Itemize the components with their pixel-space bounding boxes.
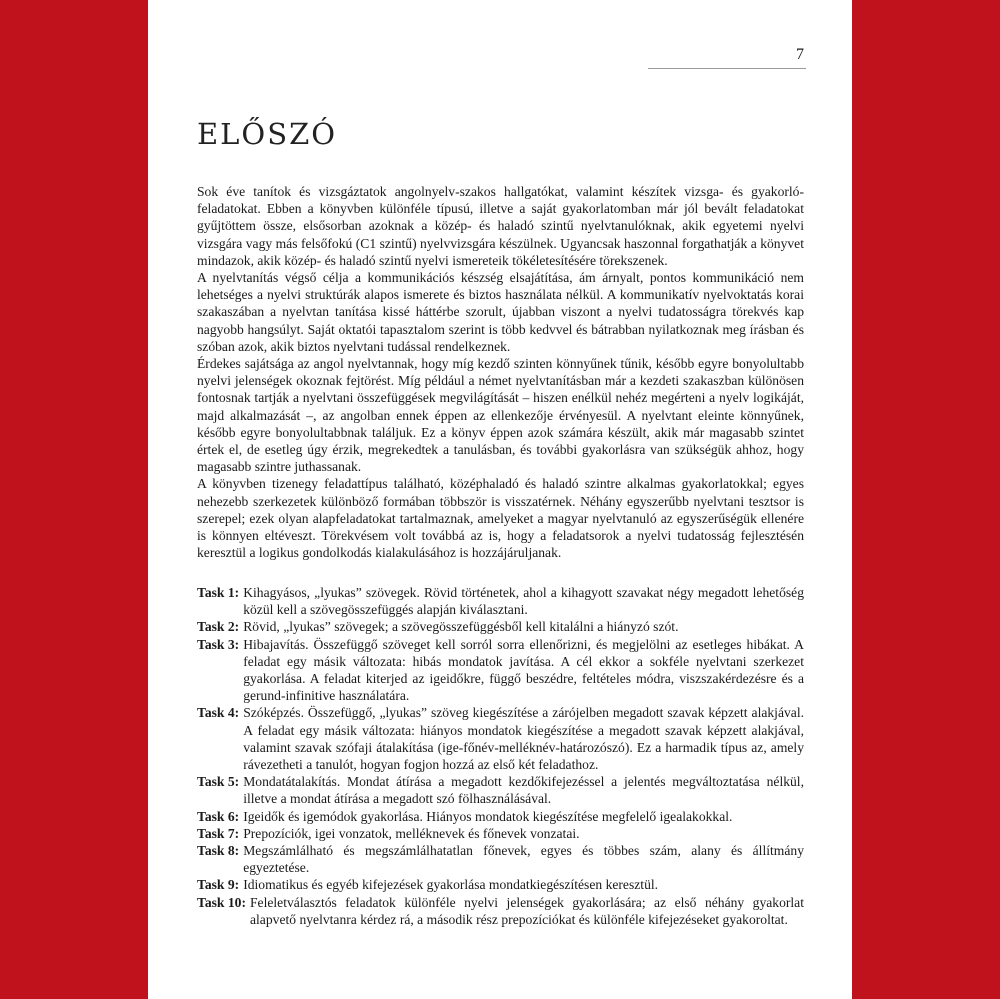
task-item bbox=[197, 825, 804, 842]
preface-body bbox=[197, 183, 804, 561]
task-description: Szóképzés. Összefüggő, „lyukas” szöveg kiegészítése a zárójelben megadott szavak képzett alakjával. A feladat egy másik változata: hiányos mondatok kiegészítése a megadott szavak képzett alakjával, valamint szavak szófaji átalakítása (ige-főnév-melléknév-határozószó). Ez a harmadik típus az, amely rávezetheti a tanulót, hogyan fogjon hozzá az első két feladathoz. bbox=[243, 705, 804, 773]
task-item bbox=[197, 704, 804, 773]
task-item bbox=[197, 876, 804, 893]
task-description: Feleletválasztós feladatok különféle nyelvi jelenségek gyakorlására; az első néhány gyakorlat alapvető nyelvtanra kérdez rá, a második rész prepozíciókat és különféle kifejezéseket gyakoroltat. bbox=[250, 894, 804, 927]
header-rule bbox=[648, 68, 806, 69]
paragraph: A nyelvtanítás végső célja a kommunikációs készség elsajátítása, ám árnyalt, pontos kommunikáció nem lehetséges a nyelvi struktúrák alapos ismerete és biztos használata nélkül. A kommunikatív nyelvoktatás korai szakaszában a nyelvtan tanítása kissé háttérbe szorult, újabban viszont a nyelvi tudatosságra törekvés kap nagyobb hangsúlyt. Saját oktatói tapasztalom szerint is több kedvvel és bátrabban nyilatkoznak meg írásban és szóban azok, akik biztos nyelvtani tudással rendelkeznek. bbox=[197, 270, 804, 354]
task-description: Mondatátalakítás. Mondat átírása a megadott kezdőkifejezéssel a jelentés megváltoztatása nélkül, illetve a mondat átírása a megadott szó fölhasználásával. bbox=[243, 774, 804, 807]
task-description: Igeidők és igemódok gyakorlása. Hiányos mondatok kiegészítése megfelelő igealakokkal. bbox=[243, 808, 733, 824]
task-list bbox=[197, 584, 804, 928]
task-description: Idiomatikus és egyéb kifejezések gyakorlása mondatkiegészítésen keresztül. bbox=[243, 877, 659, 893]
task-label: Task 5: bbox=[197, 774, 240, 790]
task-item bbox=[197, 894, 804, 928]
task-label: Task 7: bbox=[197, 825, 240, 841]
task-label: Task 9: bbox=[197, 877, 240, 893]
task-description: Hibajavítás. Összefüggő szöveget kell sorról sorra ellenőrizni, és megjelölni az esetleges hibákat. A feladat egy másik változata: hibás mondatok javítása. A cél ekkor a sokféle nyelvtani szerkezet gyakorlása. A feladat kiterjed az igeidőkre, függő beszédre, feltételes módra, viszszakérdezésre és a gerund-infinitive használatára. bbox=[243, 636, 804, 704]
paragraph: Sok éve tanítok és vizsgáztatok angolnyelv-szakos hallgatókat, valamint készítek vizsga- és gyakorló-feladatokat. Ebben a könyvben különféle típusú, illetve a saját gyakorlatomban már jól bevált feladatokat gyűjtöttem össze, elsősorban azoknak a közép- és haladó szintű nyelvtanulóknak, akik egyetemi nyelvi vizsgára vagy más felsőfokú (C1 szintű) nyelvvizsgára készülnek. Ugyancsak haszonnal forgathatják a könyvet mindazok, akik közép- és haladó szintű nyelvi ismereteik tökéletesítésére törekszenek. bbox=[197, 184, 804, 268]
task-description: Kihagyásos, „lyukas” szövegek. Rövid történetek, ahol a kihagyott szavakat négy megadott lehetőség közül kell a szövegösszefüggés alapján kiválasztani. bbox=[243, 585, 804, 618]
page-title: ELŐSZÓ bbox=[197, 117, 337, 151]
page-number: 7 bbox=[796, 46, 804, 63]
task-item bbox=[197, 636, 804, 705]
task-item bbox=[197, 773, 804, 807]
task-item bbox=[197, 584, 804, 618]
task-label: Task 1: bbox=[197, 585, 240, 600]
paragraph: Érdekes sajátsága az angol nyelvtannak, hogy míg kezdő szinten könnyűnek tűnik, később egyre bonyolultabb nyelvi jelenségek okoznak fejtörést. Míg például a német nyelvtanításban már a kezdeti szakaszban különösen fontosnak tartják a nyelvtani összefüggések megvilágítását – hiszen enélkül nehéz megérteni a nyelv logikáját, majd alkalmazását –, az angolban ennek éppen az ellenkezője érvényesül. A nyelvtant eleinte könnyűnek, később egyre bonyolultabbnak találjuk. Ez a könyv éppen azok számára készült, akik már magasabb szintet értek el, de esetleg úgy érzik, megrekedtek a tanulásban, és további gyakorlásra van szükségük ahhoz, hogy magasabb szintre juthassanak. bbox=[197, 356, 804, 475]
task-label: Task 4: bbox=[197, 705, 240, 721]
task-label: Task 2: bbox=[197, 619, 240, 635]
task-item bbox=[197, 842, 804, 876]
task-item bbox=[197, 808, 804, 825]
task-item bbox=[197, 618, 804, 635]
task-description: Megszámlálható és megszámlálhatatlan főnevek, egyes és többes szám, alany és állítmány egyeztetése. bbox=[243, 843, 804, 876]
task-label: Task 3: bbox=[197, 636, 240, 652]
task-label: Task 6: bbox=[197, 808, 240, 824]
task-label: Task 8: bbox=[197, 843, 240, 859]
paragraph: A könyvben tizenegy feladattípus található, középhaladó és haladó szintre alkalmas gyakorlatokkal; egyes nehezebb szerkezetek különböző formában többször is visszatérnek. Néhány egyszerűbb nyelvtani tesztsor is szerepel; ezek olyan alapfeladatokat tartalmaznak, amelyeket a magyar nyelvtanuló az egyszerűségük ellenére is könnyen eltéveszt. Törekvésem volt továbbá az is, hogy a feladatsorok a nyelvi tudatosság fejlesztésén keresztül a logikus gondolkodás kialakulásához is hozzájáruljanak. bbox=[197, 476, 804, 561]
task-description: Rövid, „lyukas” szövegek; a szövegösszefüggésből kell kitalálni a hiányzó szót. bbox=[243, 619, 679, 635]
task-description: Prepozíciók, igei vonzatok, melléknevek és főnevek vonzatai. bbox=[243, 825, 580, 841]
task-label: Task 10: bbox=[197, 894, 246, 910]
book-page bbox=[148, 0, 852, 999]
